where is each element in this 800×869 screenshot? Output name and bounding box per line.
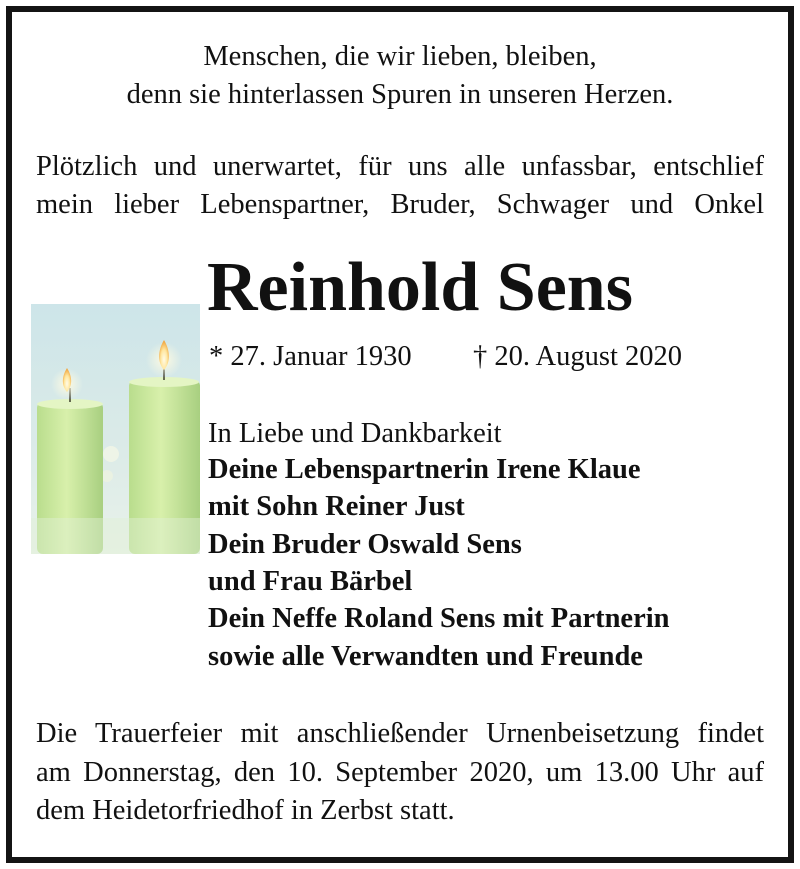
poem-line-1: Menschen, die wir lieben, bleiben, bbox=[203, 41, 597, 72]
mourners-heading: In Liebe und Dankbarkeit bbox=[208, 418, 502, 449]
funeral-line-3: dem Heidetorfriedhof in Zerbst statt. bbox=[36, 795, 455, 826]
mourner-line: und Frau Bärbel bbox=[208, 566, 413, 597]
mourner-line: mit Sohn Reiner Just bbox=[208, 491, 465, 522]
mourner-line: Dein Neffe Roland Sens mit Partnerin bbox=[208, 603, 670, 634]
mourner-line: Dein Bruder Oswald Sens bbox=[208, 529, 522, 560]
deceased-name: Reinhold Sens bbox=[207, 249, 633, 326]
candles-image bbox=[31, 304, 200, 554]
funeral-line-1: Die Trauerfeier mit anschließender Urnenbeisetzung findet bbox=[36, 718, 764, 749]
mourner-line: sowie alle Verwandten und Freunde bbox=[208, 641, 643, 672]
birth-date: * 27. Januar 1930 bbox=[209, 341, 412, 372]
funeral-line-2: am Donnerstag, den 10. September 2020, um 13.00 Uhr auf bbox=[36, 757, 764, 788]
death-date: † 20. August 2020 bbox=[473, 341, 683, 372]
poem-line-2: denn sie hinterlassen Spuren in unseren Herzen. bbox=[126, 79, 674, 110]
mourner-line: Deine Lebenspartnerin Irene Klaue bbox=[208, 454, 641, 485]
intro-line-2: mein lieber Lebenspartner, Bruder, Schwager und Onkel bbox=[36, 189, 764, 220]
intro-line-1: Plötzlich und unerwartet, für uns alle unfassbar, entschlief bbox=[36, 151, 764, 182]
